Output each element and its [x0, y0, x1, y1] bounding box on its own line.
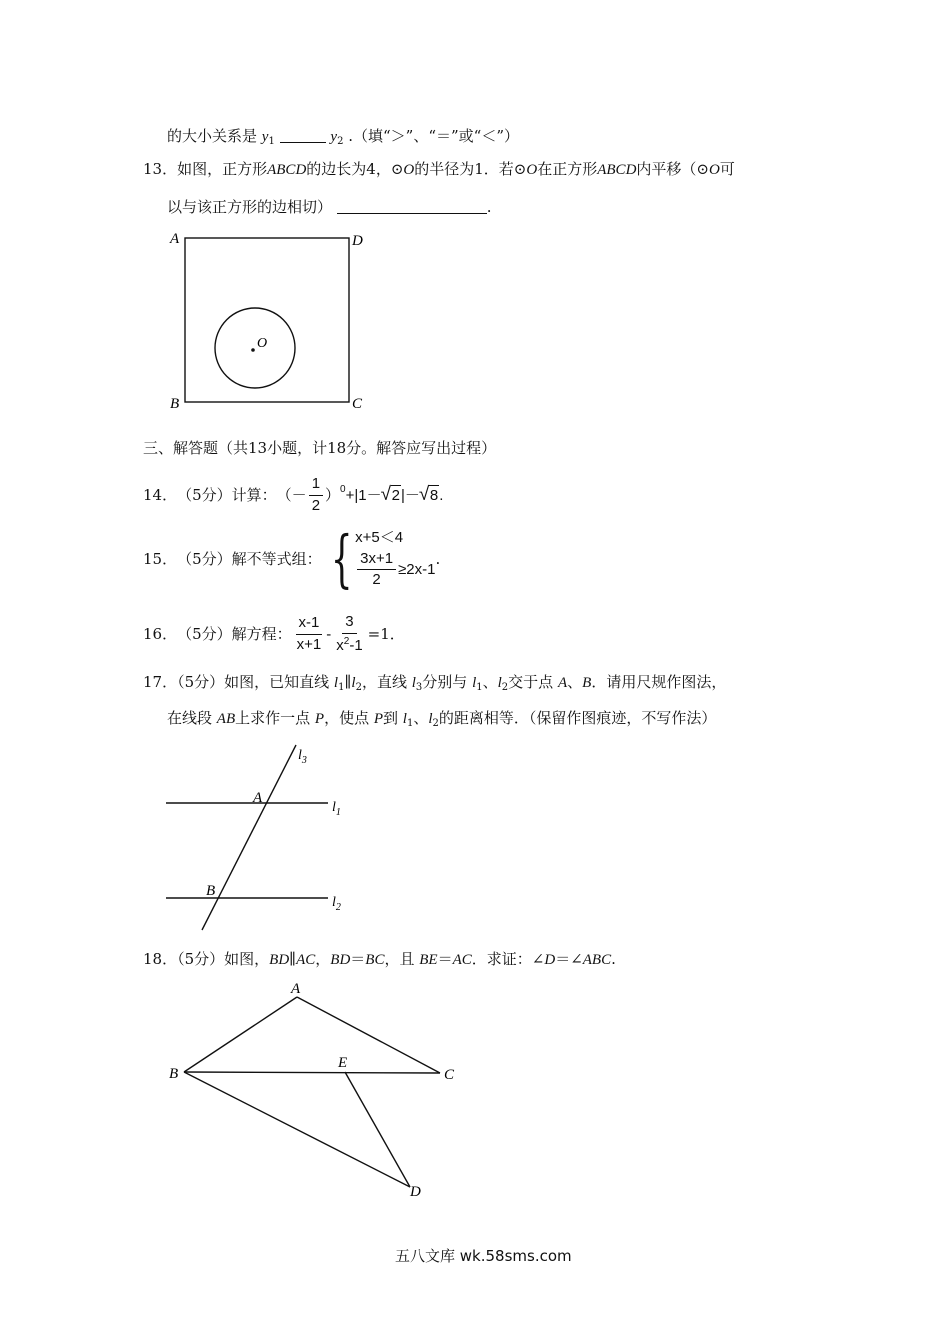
- label-c: C: [352, 396, 363, 412]
- footer-watermark: 五八文库 wk.58sms.com: [395, 1247, 572, 1265]
- q13-text: 的半径为1．若⊙: [414, 160, 527, 178]
- text-segment: ∥: [344, 673, 352, 691]
- q13-text: 在正方形: [537, 160, 598, 178]
- math-variable: BD: [269, 952, 290, 968]
- label-l1: $l_1$: [332, 800, 341, 818]
- text-segment: ．请用尺规作图法，: [591, 673, 727, 691]
- denominator: 2: [311, 496, 321, 514]
- math-variable: l: [351, 675, 356, 691]
- math-variable: l: [333, 675, 339, 691]
- q13-text: 如图，正方形: [177, 160, 268, 178]
- q13-text: 内平移（⊙: [636, 160, 709, 178]
- answer-blank[interactable]: [280, 130, 326, 143]
- label-l3: $l_3$: [298, 748, 307, 766]
- fraction: [357, 551, 396, 589]
- q14-number: 14．: [143, 485, 178, 504]
- numerator: x-1: [296, 615, 323, 635]
- system-lines: [355, 530, 435, 589]
- minus-sign: -: [326, 625, 332, 643]
- math-variable: B: [582, 675, 592, 691]
- abs-close: |－: [400, 486, 420, 504]
- den-base: x: [336, 636, 344, 654]
- den-tail: -1: [349, 636, 363, 654]
- label-a: A: [170, 231, 180, 247]
- var-o: O: [708, 162, 720, 178]
- abs-open: +|1－: [345, 486, 382, 504]
- sqrt-8: [420, 488, 439, 503]
- rhs: ≥2x-1: [398, 561, 436, 578]
- var-abcd: ABCD: [267, 162, 307, 178]
- text-segment: 如图，: [224, 950, 270, 968]
- text-segment: 如图，已知直线: [224, 673, 334, 691]
- q14-line: [143, 476, 443, 514]
- q14-end: .: [439, 486, 444, 504]
- var-y1: y: [261, 129, 269, 145]
- fraction-1: [294, 615, 325, 653]
- label-c: C: [444, 1067, 455, 1083]
- q18-triangle-figure: [160, 975, 470, 1205]
- center-point: [251, 348, 255, 352]
- q13-line1: [143, 162, 735, 178]
- q16-label: 解方程：: [231, 624, 292, 643]
- label-e: E: [338, 1055, 348, 1071]
- q13-number: 13．: [143, 160, 178, 178]
- math-variable: ABC: [582, 952, 612, 968]
- text-segment: ，且: [384, 950, 420, 968]
- q12-text: 的大小关系是: [167, 127, 258, 145]
- q13-line2: [167, 200, 492, 215]
- text-segment: ，使点: [324, 709, 374, 727]
- text-segment: 、: [482, 673, 498, 691]
- text-segment: 分别与: [422, 673, 473, 691]
- text-segment: 的距离相等．（保留作图痕迹，不写作法）: [438, 709, 717, 727]
- q16-score: （5分）: [177, 624, 232, 643]
- segment-ba: [184, 997, 297, 1072]
- var-abcd: ABCD: [597, 162, 637, 178]
- q15-line: [143, 522, 441, 595]
- q13-end: .: [486, 198, 492, 216]
- math-variable: AB: [216, 711, 236, 727]
- subscript: 2: [501, 682, 509, 693]
- label-d: D: [410, 1184, 421, 1200]
- sub-2: 2: [337, 136, 344, 147]
- math-variable: BD: [330, 952, 351, 968]
- q18-number: 18．: [143, 950, 178, 968]
- text-segment: ＝: [350, 950, 366, 968]
- text-segment: 到: [383, 709, 403, 727]
- square-abcd: [185, 238, 349, 402]
- q14-score: （5分）: [177, 485, 232, 504]
- text-segment: 上求作一点: [235, 709, 315, 727]
- text-segment: ，: [315, 950, 331, 968]
- numerator: 3x+1: [357, 551, 396, 571]
- math-variable: BC: [365, 952, 385, 968]
- fraction-half: [309, 476, 323, 514]
- text-segment: 、: [413, 709, 429, 727]
- line-l3: [202, 745, 296, 930]
- q12-tail-line: [167, 129, 519, 147]
- text-segment: ，直线: [361, 673, 412, 691]
- q17-lines-figure: [160, 740, 360, 935]
- den-exp: 2: [343, 635, 350, 647]
- label-d: D: [352, 233, 363, 249]
- inequality-system: [322, 522, 436, 595]
- subscript: 1: [406, 718, 414, 729]
- q18-text: [224, 950, 616, 968]
- subscript: 1: [338, 682, 345, 693]
- q15-number: 15．: [143, 549, 178, 568]
- q16-line: [143, 614, 405, 654]
- minus-sign: －: [291, 486, 307, 504]
- q13-text: 可: [719, 160, 735, 178]
- q16-number: 16．: [143, 624, 178, 643]
- text-segment: 在线段: [167, 709, 217, 727]
- text-segment: 、: [567, 673, 583, 691]
- math-variable: l: [428, 711, 433, 727]
- q17-score: （5分）: [177, 673, 225, 691]
- q18-line: [143, 952, 616, 968]
- fraction-2: [333, 614, 365, 654]
- subscript: 3: [415, 682, 423, 693]
- q15-end: .: [435, 549, 441, 568]
- var-y2: y: [330, 129, 338, 145]
- subscript: 1: [476, 682, 483, 693]
- var-o: O: [526, 162, 538, 178]
- text-segment: ．求证：∠: [471, 950, 545, 968]
- math-variable: l: [402, 711, 407, 727]
- paren-open: （: [276, 486, 292, 504]
- math-variable: P: [314, 711, 325, 727]
- math-variable: l: [472, 675, 477, 691]
- brace: {: [330, 522, 353, 595]
- q14-label: 计算：: [231, 485, 277, 504]
- math-variable: BE: [419, 952, 438, 968]
- q17-line2: [167, 711, 716, 729]
- math-variable: l: [497, 675, 502, 691]
- var-o: O: [403, 162, 415, 178]
- q13-text: 以与该正方形的边相切）: [167, 198, 333, 216]
- numerator: 3: [342, 614, 356, 634]
- section-title: 三、解答题（共13小题，计18分。解答应写出过程）: [143, 439, 497, 457]
- label-b: B: [206, 883, 216, 899]
- q17-number: 17．: [143, 673, 178, 691]
- denominator: [333, 634, 365, 655]
- denominator: 2: [372, 571, 381, 588]
- math-variable: A: [557, 675, 568, 691]
- denominator: x+1: [296, 635, 322, 653]
- inequality-2: [355, 551, 435, 589]
- q17-text: [167, 709, 716, 727]
- text-segment: ＝: [437, 950, 453, 968]
- q13-square-figure: [165, 228, 375, 418]
- math-variable: D: [544, 952, 556, 968]
- paren-close: ）: [325, 486, 341, 504]
- radicand: 8: [429, 486, 439, 504]
- text-segment: ∥: [289, 950, 297, 968]
- sqrt-2: [382, 488, 401, 503]
- segment-bd: [184, 1072, 410, 1187]
- rhs: =1．: [367, 624, 405, 643]
- text-segment: 交于点: [508, 673, 558, 691]
- label-o: O: [257, 336, 268, 351]
- text-segment: .: [611, 950, 616, 968]
- segment-bc: [184, 1072, 440, 1073]
- inequality-1: x+5＜4: [355, 528, 404, 546]
- radicand: 2: [391, 486, 400, 504]
- sub-1: 1: [268, 136, 275, 147]
- q12-hint: .（填“＞”、“＝”或“＜”）: [348, 127, 520, 145]
- label-b: B: [170, 396, 180, 412]
- math-variable: AC: [296, 952, 316, 968]
- subscript: 2: [432, 718, 439, 729]
- label-a: A: [253, 790, 263, 806]
- q17-text: [224, 673, 726, 691]
- math-variable: l: [411, 675, 416, 691]
- math-variable: P: [373, 711, 384, 727]
- q18-score: （5分）: [177, 950, 225, 968]
- label-b: B: [169, 1066, 179, 1082]
- math-variable: AC: [452, 952, 472, 968]
- circle-o: [215, 308, 295, 388]
- text-segment: ＝∠: [555, 950, 583, 968]
- segment-ac: [297, 997, 440, 1073]
- q17-line1: [143, 675, 726, 693]
- label-a: A: [291, 981, 301, 997]
- label-l2: $l_2$: [332, 895, 341, 913]
- q13-text: 的边长为4，⊙: [306, 160, 404, 178]
- exponent-zero: 0: [340, 484, 346, 495]
- answer-blank[interactable]: [337, 201, 487, 214]
- numerator: 1: [309, 476, 323, 496]
- q15-label: 解不等式组：: [231, 549, 322, 568]
- q15-score: （5分）: [177, 549, 232, 568]
- subscript: 2: [355, 682, 362, 693]
